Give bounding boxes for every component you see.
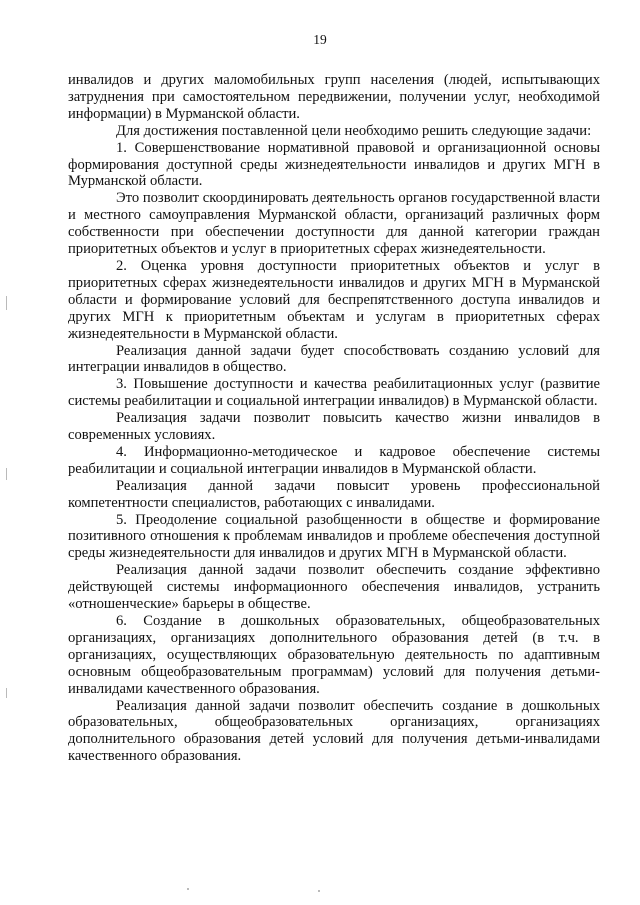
scan-mark [187, 888, 189, 890]
scan-mark [318, 890, 320, 892]
paragraph: Это позволит скоординировать деятельность органов государственной власти и местного самоуправления Мурманской области, организаций различных форм собственности при обеспечении доступности для данной категории граждан приоритетных объектов и услуг в приоритетных сферах жизнедеятельности. [68, 190, 600, 258]
paragraph: Реализация данной задачи позволит обеспечить создание в дошкольных образовательных, общеобразовательных организациях, организациях дополнительного образования детей условий для получения детьми-инвалидами качественного образования. [68, 697, 600, 765]
paragraph: 5. Преодоление социальной разобщенности в обществе и формирование позитивного отношения к проблемам инвалидов и проблеме обеспечения доступной среды жизнедеятельности для инвалидов и других МГН в Мурманской области. [68, 511, 600, 562]
paragraph: 4. Информационно-методическое и кадровое обеспечение системы реабилитации и социальной интеграции инвалидов в Мурманской области. [68, 443, 600, 477]
paragraph: Реализация данной задачи будет способствовать созданию условий для интеграции инвалидов в общество. [68, 342, 600, 376]
paragraph: Реализация задачи позволит повысить качество жизни инвалидов в современных условиях. [68, 410, 600, 444]
paragraph: инвалидов и других маломобильных групп населения (людей, испытывающих затруднения при самостоятельном передвижении, получении услуг, необходимой информации) в Мурманской области. [68, 72, 600, 122]
scan-mark [6, 468, 7, 480]
paragraph: Реализация данной задачи повысит уровень профессиональной компетентности специалистов, работающих с инвалидами. [68, 477, 600, 511]
scan-mark [6, 296, 7, 310]
paragraph: 6. Создание в дошкольных образовательных, общеобразовательных организациях, организациях дополнительного образования детей (в т.ч. в организациях, осуществляющих образовательную деятельность по адаптивным основным общеобразовательным программам) условий для получения детьми-инвалидами качественного образования. [68, 613, 600, 697]
paragraph: 3. Повышение доступности и качества реабилитационных услуг (развитие системы реабилитации и социальной интеграции инвалидов) в Мурманской области. [68, 376, 600, 410]
scan-mark [6, 688, 7, 698]
body-text [68, 72, 600, 765]
paragraph: Реализация данной задачи позволит обеспечить создание эффективно действующей системы информационного обеспечения инвалидов, устранить «отношенческие» барьеры в обществе. [68, 562, 600, 613]
paragraph: Для достижения поставленной цели необходимо решить следующие задачи: [116, 122, 592, 139]
paragraph: 1. Совершенствование нормативной правовой и организационной основы формирования доступной среды жизнедеятельности инвалидов и других МГН в Мурманской области. [68, 139, 600, 190]
paragraph: 2. Оценка уровня доступности приоритетных объектов и услуг в приоритетных сферах жизнедеятельности инвалидов и других МГН в Мурманской области и формирование условий для беспрепятственного доступа инвалидов и других МГН к приоритетным объектам и услугам в приоритетных сферах жизнедеятельности в Мурманской области. [68, 257, 600, 342]
page-number: 19 [313, 32, 327, 47]
